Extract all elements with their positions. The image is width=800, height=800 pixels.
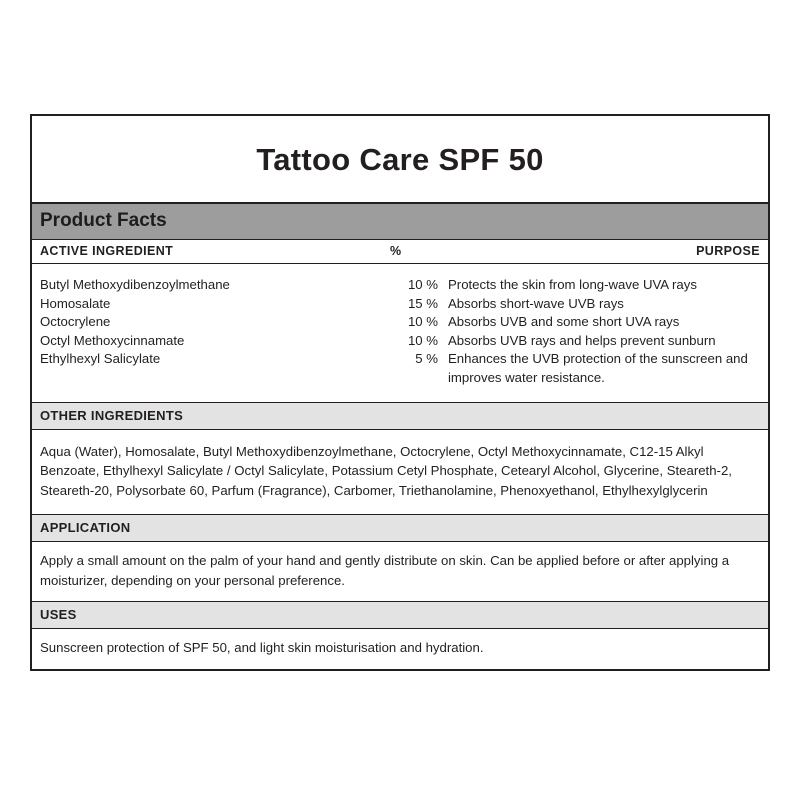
title-band [32, 116, 768, 204]
application-heading: APPLICATION [32, 514, 768, 542]
active-ingredient-column-headers [32, 240, 768, 264]
table-row [40, 295, 760, 314]
ingredient-percent: 10 % [407, 314, 438, 330]
table-row [40, 313, 760, 332]
ingredient-name: Ethylhexyl Salicylate [40, 351, 161, 367]
table-row [40, 276, 760, 295]
table-row [40, 332, 760, 351]
uses-text: Sunscreen protection of SPF 50, and light skin moisturisation and hydration. [40, 640, 484, 656]
ingredient-name: Octocrylene [40, 314, 111, 330]
other-ingredients-text: Aqua (Water), Homosalate, Butyl Methoxydibenzoylmethane, Octocrylene, Octyl Methoxycinnamate, C12-15 Alkyl Benzoate, Ethylhexyl Salicylate / Octyl Salicylate, Potassium Cetyl Phosphate, Cetearyl Alcohol, Glycerine, Steareth-2, Steareth-20, Polysorbate 60, Parfum (Fragrance), Carbomer, Triethanolamine, Phenoxyethanol, Ethylhexylglycerin [40, 443, 732, 498]
uses-heading: USES [32, 601, 768, 629]
product-facts-header [32, 204, 768, 240]
column-header-percent: % [390, 244, 402, 258]
ingredient-purpose: Absorbs UVB rays and helps prevent sunburn [448, 332, 716, 348]
page-title: Tattoo Care SPF 50 [256, 142, 544, 177]
ingredient-percent: 15 % [407, 295, 438, 311]
ingredient-percent: 10 % [407, 277, 438, 292]
ingredient-purpose: Absorbs short-wave UVB rays [448, 295, 624, 311]
ingredient-name: Homosalate [40, 295, 111, 311]
table-row [40, 350, 760, 387]
active-ingredient-list [32, 264, 768, 402]
column-header-purpose: PURPOSE [696, 244, 760, 258]
ingredient-purpose: Protects the skin from long-wave UVA rays [448, 277, 697, 292]
product-facts-label [30, 114, 770, 671]
ingredient-purpose: Enhances the UVB protection of the sunscreen and improves water resistance. [448, 351, 748, 385]
other-ingredients-heading: OTHER INGREDIENTS [32, 402, 768, 430]
ingredient-purpose: Absorbs UVB and some short UVA rays [448, 314, 680, 330]
application-text: Apply a small amount on the palm of your hand and gently distribute on skin. Can be applied before or after applying a moisturizer, depending on your personal preference. [40, 553, 730, 588]
product-facts-heading: Product Facts [40, 210, 167, 231]
ingredient-percent: 10 % [407, 332, 438, 348]
ingredient-name: Octyl Methoxycinnamate [40, 332, 185, 348]
column-header-active-ingredient: ACTIVE INGREDIENT [40, 244, 174, 258]
ingredient-percent: 5 % [415, 351, 438, 367]
ingredient-name: Butyl Methoxydibenzoylmethane [40, 277, 230, 292]
